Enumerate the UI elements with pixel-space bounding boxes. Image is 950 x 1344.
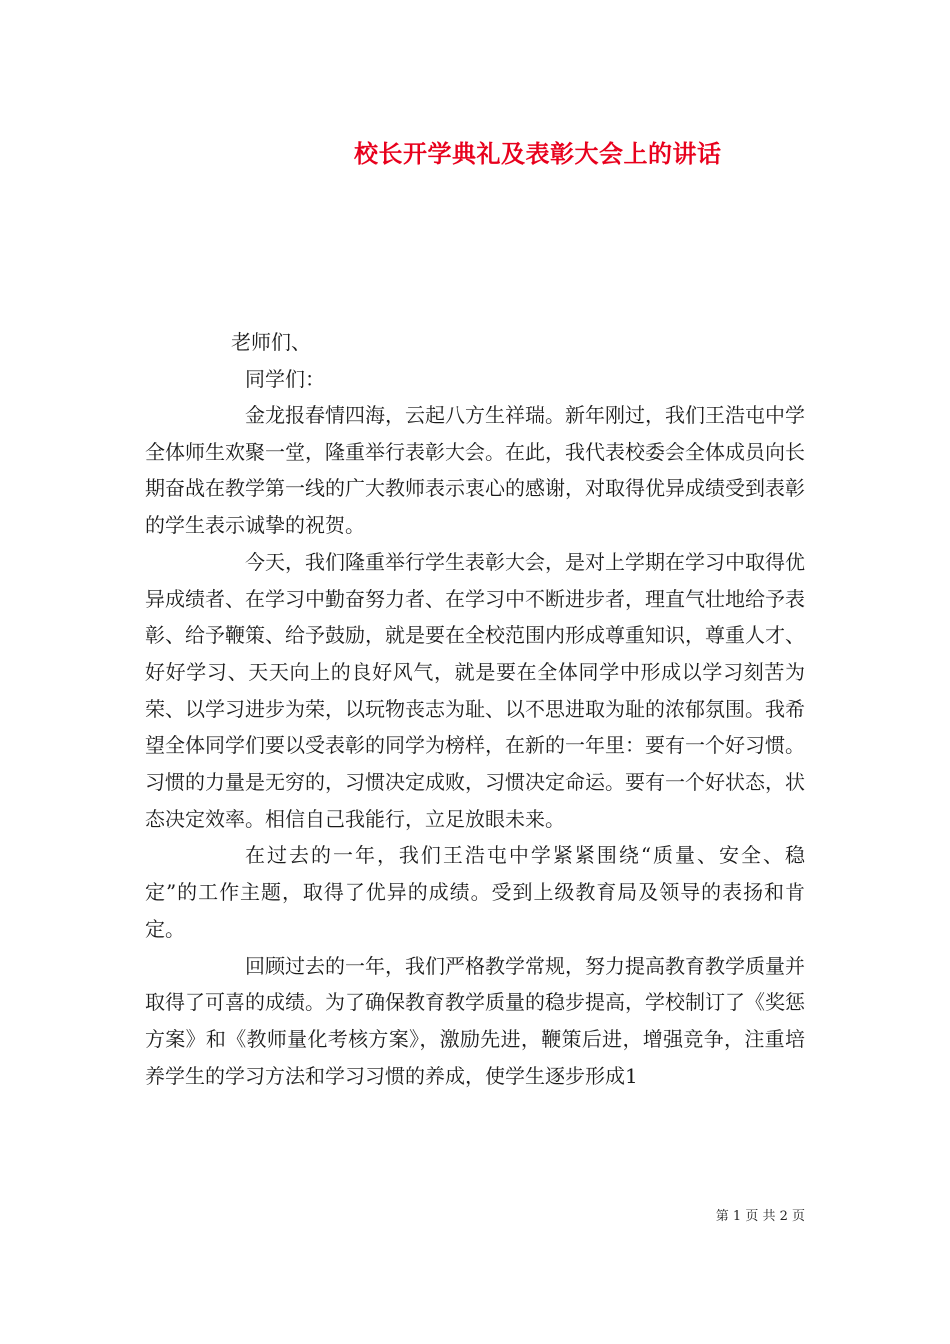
document-title: 校长开学典礼及表彰大会上的讲话 (354, 139, 722, 168)
greeting-teachers: 老师们、 (231, 330, 311, 354)
paragraph-2: 今天，我们隆重举行学生表彰大会，是对上学期在学习中取得优异成绩者、在学习中勤奋努力者、在学习中不断进步者，理直气壮地给予表彰、给予鞭策、给予鼓励，就是要在全校范围内形成尊重知识，尊重人才、好好学习、天天向上的良好风气，就是要在全体同学中形成以学习刻苦为荣、以学习进步为荣，以玩物丧志为耻、以不思进取为耻的浓郁氛围。我希望全体同学们要以受表彰的同学为榜样，在新的一年里：要有一个好习惯。习惯的力量是无穷的，习惯决定成败，习惯决定命运。要有一个好状态，状态决定效率。相信自己我能行，立足放眼未来。 (145, 549, 805, 831)
document-body (145, 397, 805, 1094)
page-indicator: 第 1 页 共 2 页 (715, 1209, 805, 1224)
paragraph-3: 在过去的一年，我们王浩屯中学紧紧围绕“质量、安全、稳定”的工作主题，取得了优异的成绩。受到上级教育局及领导的表扬和肯定。 (145, 843, 805, 941)
paragraph-4: 回顾过去的一年，我们严格教学常规，努力提高教育教学质量并取得了可喜的成绩。为了确保教育教学质量的稳步提高，学校制订了《奖惩方案》和《教师量化考核方案》，激励先进，鞭策后进，增强竞争，注重培养学生的学习方法和学习习惯的养成，使学生逐步形成1 (145, 953, 805, 1088)
greeting-students: 同学们： (245, 367, 325, 391)
paragraph-1: 金龙报春情四海，云起八方生祥瑞。新年刚过，我们王浩屯中学全体师生欢聚一堂，隆重举行表彰大会。在此，我代表校委会全体成员向长期奋战在教学第一线的广大教师表示衷心的感谢，对取得优异成绩受到表彰的学生表示诚挚的祝贺。 (145, 403, 805, 538)
